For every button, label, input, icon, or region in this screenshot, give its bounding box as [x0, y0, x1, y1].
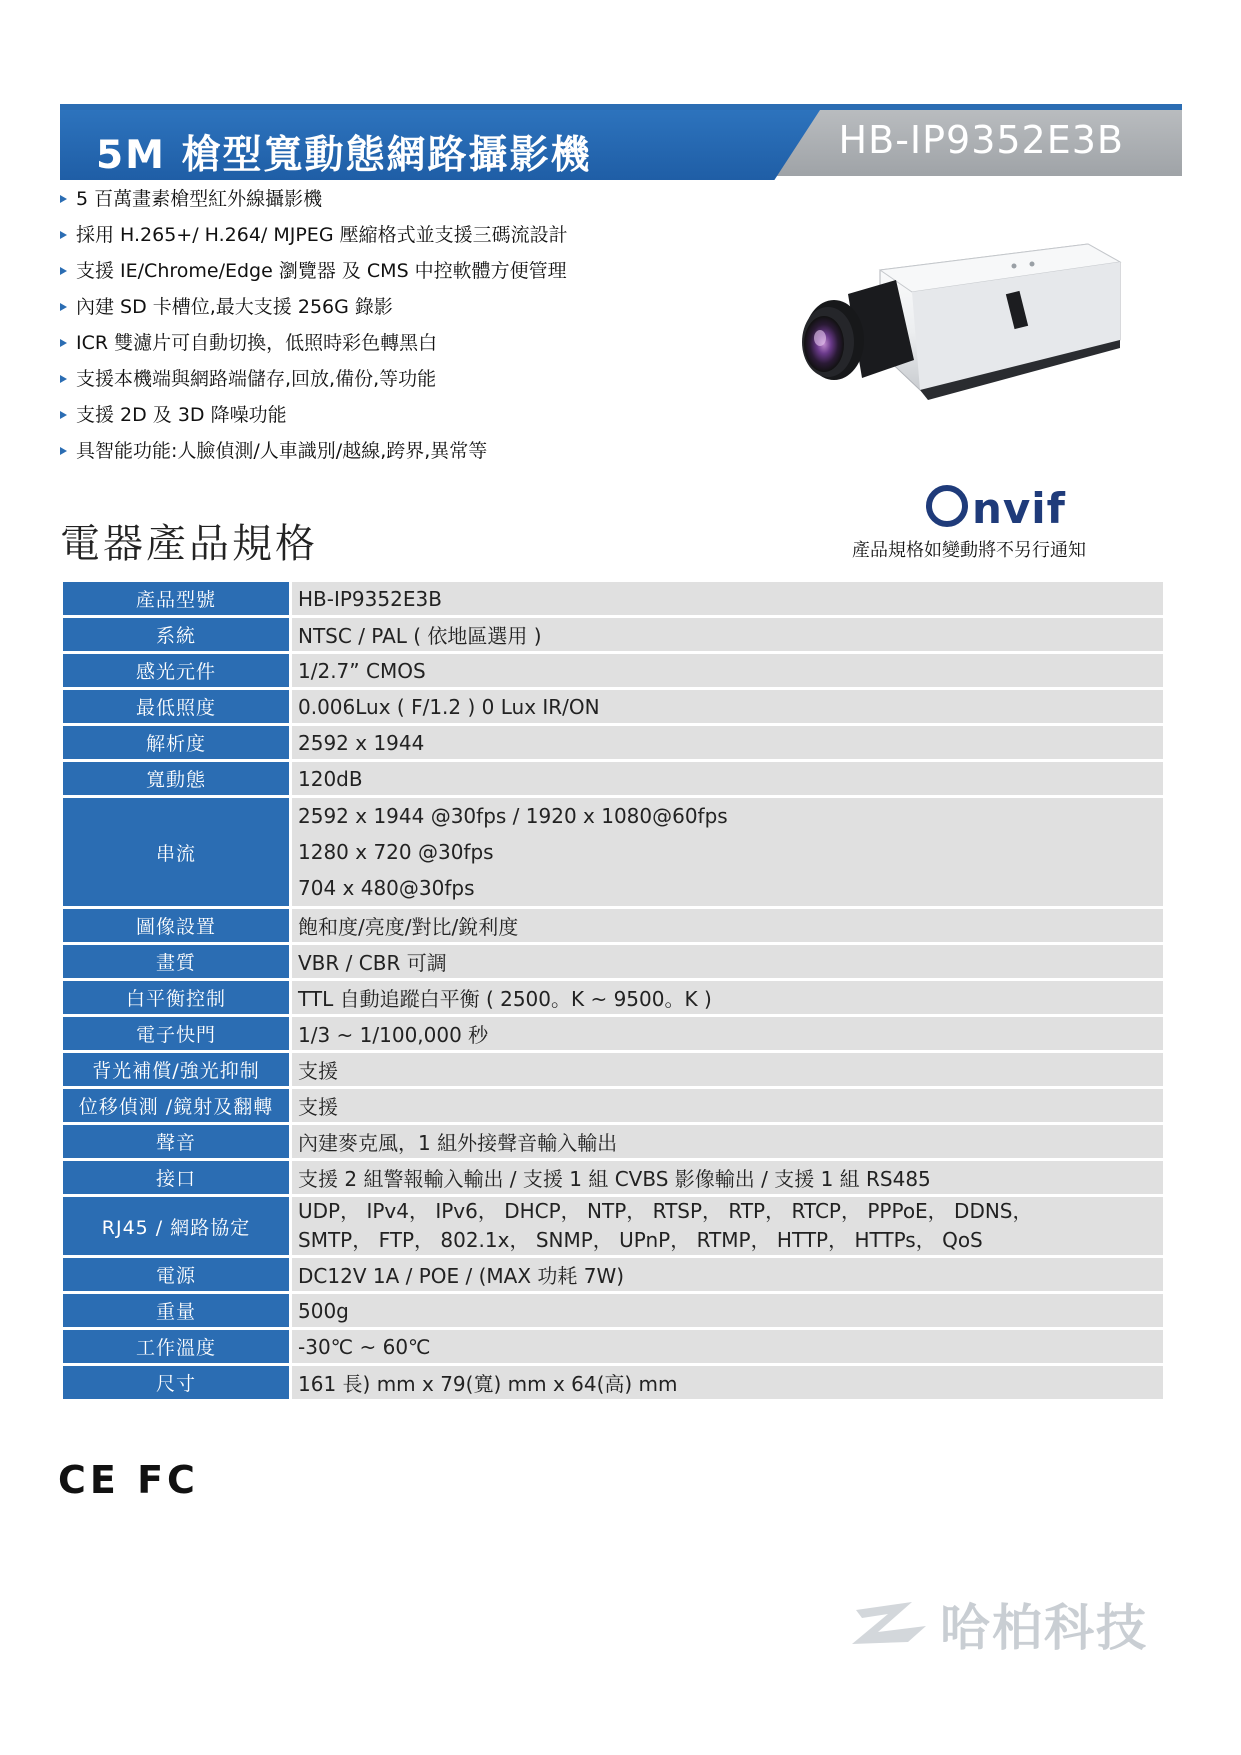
spec-label: 寬動態 [62, 761, 291, 797]
spec-value: 飽和度/亮度/對比/銳利度 [291, 908, 1165, 944]
onvif-logo: nvif [926, 484, 1066, 533]
spec-value: 2592 x 1944 [291, 725, 1165, 761]
spec-value-line: 2592 x 1944 @30fps / 1920 x 1080@60fps [298, 804, 728, 828]
spec-label: 產品型號 [62, 581, 291, 617]
spec-row [62, 980, 1165, 1016]
spec-value: NTSC / PAL ( 依地區選用 ) [291, 617, 1165, 653]
spec-row [62, 1016, 1165, 1052]
spec-value: 0.006Lux ( F/1.2 ) 0 Lux IR/ON [291, 689, 1165, 725]
spec-label: 畫質 [62, 944, 291, 980]
spec-value: 1/3 ~ 1/100,000 秒 [291, 1016, 1165, 1052]
spec-value: 161 長) mm x 79(寬) mm x 64(高) mm [291, 1365, 1165, 1401]
spec-value: HB-IP9352E3B [291, 581, 1165, 617]
spec-row [62, 1365, 1165, 1401]
feature-list [58, 181, 568, 469]
feature-item: 支援 IE/Chrome/Edge 瀏覽器 及 CMS 中控軟體方便管理 [58, 253, 568, 289]
spec-value: 支援 [291, 1052, 1165, 1088]
feature-item: 內建 SD 卡槽位,最大支援 256G 錄影 [58, 289, 568, 325]
spec-table [60, 579, 1166, 1402]
spec-row [62, 1124, 1165, 1160]
spec-section-heading: 電器產品規格 [60, 521, 318, 567]
spec-row [62, 761, 1165, 797]
spec-label: 白平衡控制 [62, 980, 291, 1016]
spec-row [62, 1052, 1165, 1088]
spec-label: 系統 [62, 617, 291, 653]
header-banner [60, 104, 1182, 180]
spec-row [62, 797, 1165, 908]
spec-value: 內建麥克風，1 組外接聲音輸入輸出 [291, 1124, 1165, 1160]
spec-row [62, 908, 1165, 944]
spec-change-notice: 產品規格如變動將不另行通知 [852, 540, 1086, 561]
camera-product-image [788, 240, 1128, 430]
feature-item: 5 百萬畫素槍型紅外線攝影機 [58, 181, 568, 217]
spec-label: 背光補償/強光抑制 [62, 1052, 291, 1088]
spec-label: 接口 [62, 1160, 291, 1196]
bullet-icon [60, 375, 67, 383]
feature-item: 支援本機端與網路端儲存,回放,備份,等功能 [58, 361, 568, 397]
spec-row [62, 617, 1165, 653]
spec-row [62, 725, 1165, 761]
spec-value: VBR / CBR 可調 [291, 944, 1165, 980]
spec-label: 感光元件 [62, 653, 291, 689]
spec-row [62, 581, 1165, 617]
spec-row [62, 1196, 1165, 1257]
bullet-icon [60, 447, 67, 455]
spec-value: TTL 自動追蹤白平衡 ( 2500。K ~ 9500。K ) [291, 980, 1165, 1016]
brand-mark-icon [848, 1592, 934, 1648]
spec-value: 支援 [291, 1088, 1165, 1124]
bullet-icon [60, 339, 67, 347]
spec-value: 500g [291, 1293, 1165, 1329]
spec-row [62, 689, 1165, 725]
spec-value-line: UDP， IPv4， IPv6， DHCP， NTP， RTSP， RTP， RTCP， PPPoE， DDNS， [298, 1199, 1033, 1223]
spec-label: 電源 [62, 1257, 291, 1293]
spec-value-line: SMTP， FTP， 802.1x， SNMP， UPnP， RTMP， HTTP， HTTPs， QoS [298, 1228, 983, 1252]
spec-label: RJ45 / 網路協定 [62, 1196, 291, 1257]
bullet-icon [60, 195, 67, 203]
spec-value: DC12V 1A / POE / (MAX 功耗 7W) [291, 1257, 1165, 1293]
onvif-o-icon [926, 485, 968, 527]
spec-row [62, 1293, 1165, 1329]
spec-row [62, 1160, 1165, 1196]
spec-row [62, 653, 1165, 689]
product-model: HB-IP9352E3B [838, 118, 1124, 162]
spec-label: 電子快門 [62, 1016, 291, 1052]
spec-value-line: 1280 x 720 @30fps [298, 840, 494, 864]
spec-value: 支援 2 組警報輸入輸出 / 支援 1 組 CVBS 影像輸出 / 支援 1 組 RS485 [291, 1160, 1165, 1196]
spec-value: -30℃ ~ 60℃ [291, 1329, 1165, 1365]
feature-item: ICR 雙濾片可自動切換，低照時彩色轉黑白 [58, 325, 568, 361]
spec-row [62, 1329, 1165, 1365]
bullet-icon [60, 303, 67, 311]
feature-item: 採用 H.265+/ H.264/ MJPEG 壓縮格式並支援三碼流設計 [58, 217, 568, 253]
brand-name: 哈柏科技 [940, 1599, 1148, 1657]
spec-value [291, 797, 1165, 908]
feature-item: 具智能功能:人臉偵測/人車識別/越線,跨界,異常等 [58, 433, 568, 469]
spec-label: 位移偵測 /鏡射及翻轉 [62, 1088, 291, 1124]
spec-value: 1/2.7” CMOS [291, 653, 1165, 689]
spec-label: 工作溫度 [62, 1329, 291, 1365]
spec-label: 聲音 [62, 1124, 291, 1160]
bullet-icon [60, 267, 67, 275]
product-title: 5M 槍型寬動態網路攝影機 [96, 133, 592, 178]
spec-value: 120dB [291, 761, 1165, 797]
spec-row [62, 1088, 1165, 1124]
brand-logo [848, 1588, 1178, 1657]
spec-row [62, 944, 1165, 980]
spec-label: 最低照度 [62, 689, 291, 725]
bullet-icon [60, 411, 67, 419]
spec-label: 尺寸 [62, 1365, 291, 1401]
ce-fcc-certification-logo: CE FC [58, 1458, 199, 1502]
spec-value-line: 704 x 480@30fps [298, 876, 475, 900]
feature-item: 支援 2D 及 3D 降噪功能 [58, 397, 568, 433]
spec-label: 圖像設置 [62, 908, 291, 944]
spec-label: 重量 [62, 1293, 291, 1329]
spec-label: 串流 [62, 797, 291, 908]
spec-label: 解析度 [62, 725, 291, 761]
spec-row [62, 1257, 1165, 1293]
header-top-line [60, 104, 1182, 110]
spec-value [291, 1196, 1165, 1257]
bullet-icon [60, 231, 67, 239]
